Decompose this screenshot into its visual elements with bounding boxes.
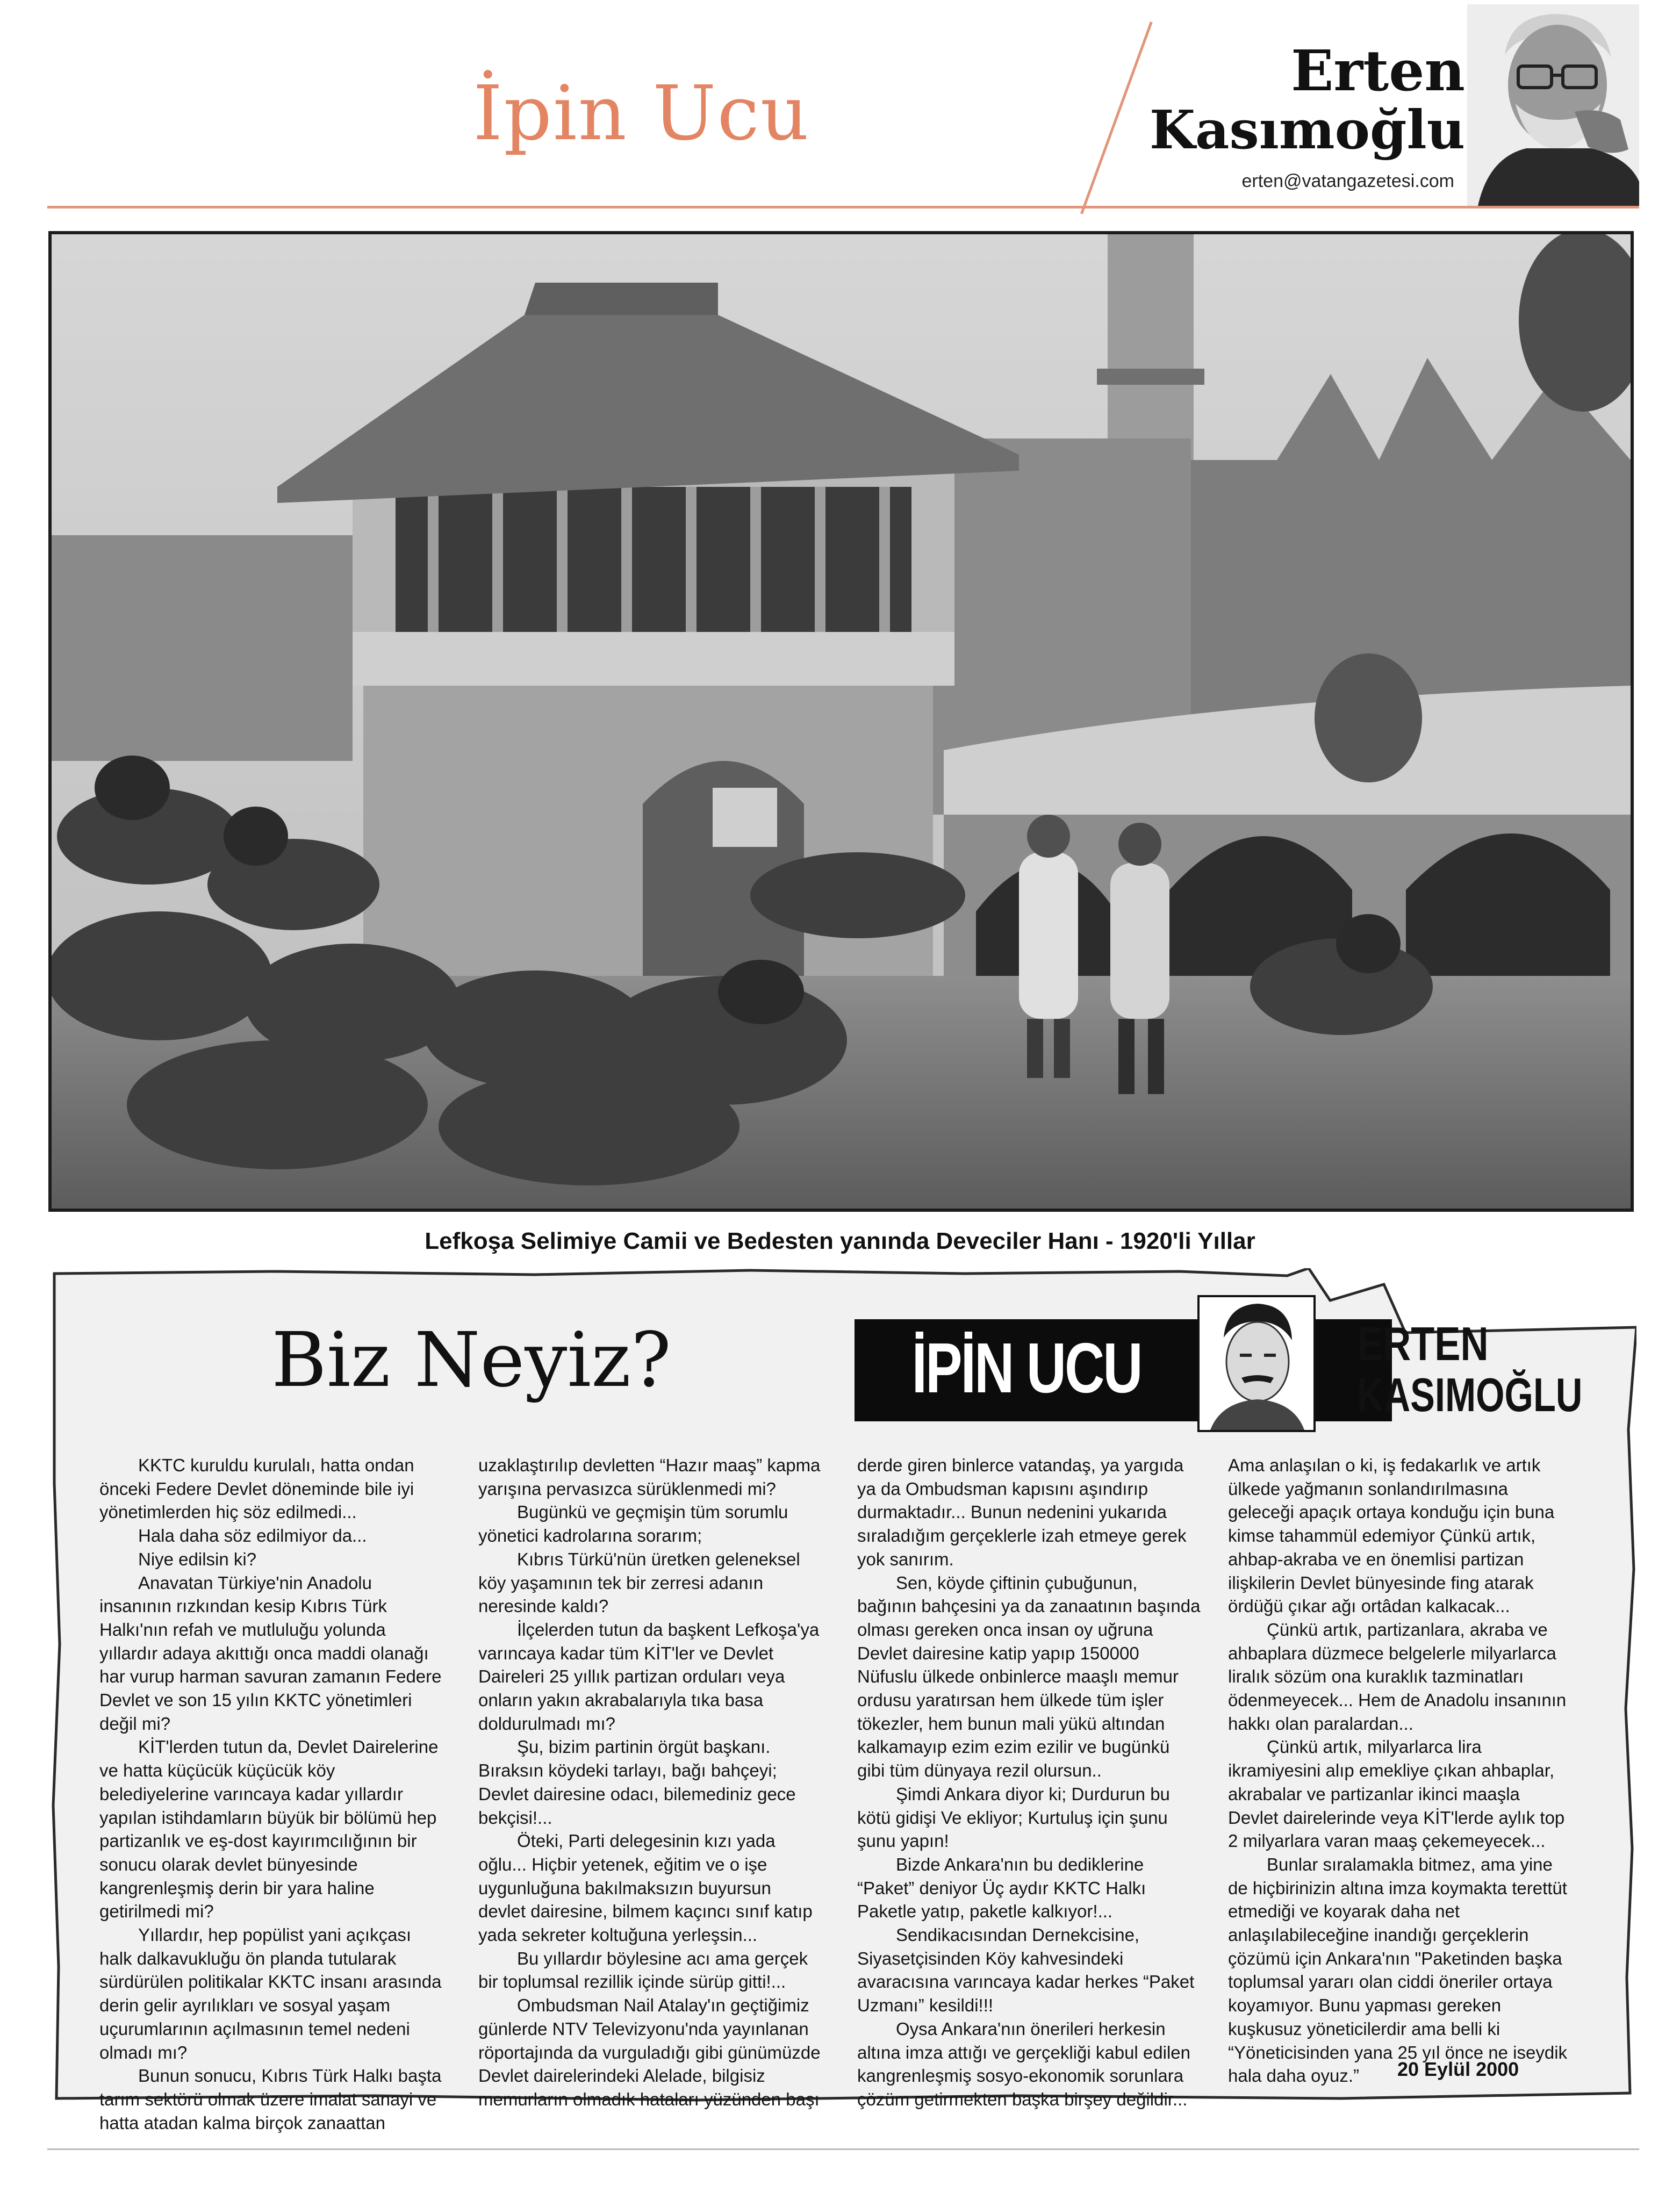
paragraph: Bunun sonucu, Kıbrıs Türk Halkı başta tarım sektörü olmak üzere imalat sanayi ve hatta atadan kalma birçok zanaattan xyxy=(99,2066,442,2133)
article-body xyxy=(99,1454,1588,2133)
author-email[interactable]: erten@vatangazetesi.com xyxy=(1241,171,1454,191)
article-column-1 xyxy=(99,1454,443,2134)
historic-photo xyxy=(48,231,1634,1212)
column-logo-text: İPİN UCU xyxy=(911,1328,1141,1407)
paragraph: Bu yıllardır böylesine acı ama gerçek bir toplumsal rezillik içinde sürüp gitti!... xyxy=(478,1948,808,1992)
article-column-3 xyxy=(857,1454,1201,2111)
paragraph: uzaklaştırılıp devletten “Hazır maaş” kapma yarışına pervasızca sürüklenmedi mi? xyxy=(478,1455,821,1499)
bottom-rule xyxy=(47,2148,1639,2150)
photo-caption: Lefkoşa Selimiye Camii ve Bedesten yanında Deveciler Hanı - 1920'li Yıllar xyxy=(425,1228,1255,1254)
historic-photo-drawing xyxy=(52,234,1631,1209)
article-headline: Biz Neyiz? xyxy=(271,1317,671,1404)
columnist-portrait-drawing xyxy=(1200,1297,1313,1430)
paragraph: Öteki, Parti delegesinin kızı yada oğlu... Hiçbir yetenek, eğitim ve o işe uygunluğuna bakılmaksızın buyursun devlet dairesine, bilmem kaçıncı sınıf katıp yada sekreter koltuğuna yerleşsin... xyxy=(478,1831,813,1945)
paragraph: Ombudsman Nail Atalay'ın geçtiğimiz günlerde NTV Televizyonu'nda yayınlanan röportajında da vurguladığı gibi günümüzde Devlet dairelerindeki Alelade, bilgisiz memurların olmadık hataları yüzünden başı xyxy=(478,1995,821,2109)
paragraph: Çünkü artık, partizanlara, akraba ve ahbaplara düzmece belgelerle milyarlarca liralık sözüm ona kuraklık tazminatları ödenmeyecek... Hem de Anadolu insanının hakkı olan paralardan... xyxy=(1228,1619,1567,1734)
author-photo xyxy=(1467,4,1639,206)
paragraph: Oysa Ankara'nın önerileri herkesin altına imza attığı ve gerçekliği kabul edilen kangrenleşmiş sosyo-ekonomik sorunlara çözüm getirmekten başka birşey değildir... xyxy=(857,2018,1191,2109)
paragraph: derde giren binlerce vatandaş, ya yargıda ya da Ombudsman kapısını aşındırıp durmaktadır... Bunun nedenini yukarıda sıraladığım gerçeklerle izah etmeye gerek yok sanırım. xyxy=(857,1455,1187,1569)
paragraph: Anavatan Türkiye'nin Anadolu insanının rızkından kesip Kıbrıs Türk Halkı'nın refah ve mutluluğu yolunda yıllardır adaya akıttığı onca maddi olanağı har vurup harman savuran zamanın Federe Devlet ve son 15 yılın KKTC yönetimleri değil mi? xyxy=(99,1572,442,1734)
paragraph: KİT'lerden tutun da, Devlet Dairelerine ve hatta küçücük küçücük köy belediyelerine varıncaya kadar yıllardır yapılan istihdamların büyük bir bölümü hep partizanlık ve eş-dost kayırımcılığının bir sonucu olarak devlet bünyesinde kangrenleşmiş derin bir yara haline getirilmedi mi? xyxy=(99,1737,439,1922)
paragraph: Ama anlaşılan o ki, iş fedakarlık ve artık ülkede yağmanın sonlandırılmasına geleceği apaçık ortaya konduğu için buna kimse tahammül edemiyor Çünkü artık, ahbap-akraba ve en önemlisi partizan ilişkilerin Devlet bünyesinde fing atarak ördüğü çıkar ağı ortâdan kalkacak... xyxy=(1228,1455,1555,1616)
paragraph: Niye edilsin ki? xyxy=(138,1549,257,1569)
paragraph: Bizde Ankara'nın bu dediklerine “Paket” deniyor Üç aydır KKTC Halkı Paketle yatıp, paketle kalkıyor!... xyxy=(857,1854,1146,1922)
paragraph: Bugünkü ve geçmişin tüm sorumlu yönetici kadrolarına sorarım; xyxy=(478,1502,788,1546)
column-logo-author-last: KASIMOĞLU xyxy=(1357,1368,1583,1421)
paragraph: Şu, bizim partinin örgüt başkanı. Bıraksın köydeki tarlayı, bağı bahçeyi; Devlet dairesine odacı, bilemediniz gece bekçisi!... xyxy=(478,1737,796,1828)
paragraph: Sendikacısından Dernekcisine, Siyasetçisinden Köy kahvesindeki avaracısına varıncaya kadar herkes “Paket Uzmanı” kesildi!!! xyxy=(857,1925,1195,2016)
author-last-name: Kasımoğlu xyxy=(1149,99,1465,161)
column-logo-author-first: ERTEN xyxy=(1357,1317,1489,1370)
columnist-portrait xyxy=(1197,1295,1316,1432)
article-date: 20 Eylül 2000 xyxy=(1397,2058,1519,2080)
masthead-rule xyxy=(47,206,1639,209)
paragraph: Çünkü artık, milyarlarca lira ikramiyesini alıp emekliye çıkan ahbaplar, akrabalar ve partizanlar ikinci maaşla Devlet dairelerinde veya KİT'lerde aylık top 2 milyarlara varan maaş çekemeyecek... xyxy=(1228,1737,1565,1851)
paragraph: Sen, köyde çiftinin çubuğunun, bağının bahçesini ya da zanaatının başında olması gereken onca insan oy uğruna Devlet dairesine katip yapıp 150000 Nüfuslu ülkede onbinlerce maaşlı memur ordusu yaratırsan hem ülkede tüm işler tökezler, hem bunun mali yükü altından kalkamayıp ezim ezim ezilir ve bugünkü gibi tüm dünyaya rezil olursun.. xyxy=(857,1572,1201,1781)
paragraph: Hala daha söz edilmiyor da... xyxy=(138,1526,367,1546)
paragraph: İlçelerden tutun da başkent Lefkoşa'ya varıncaya kadar tüm KİT'ler ve Devlet Daireleri 25 yıllık partizan orduları veya onların yakın akrabalarıyla tıka basa doldurulmadı mı? xyxy=(478,1619,820,1734)
paragraph: Bunlar sıralamakla bitmez, ama yine de hiçbirinizin altına imza koymakta terettüt etmediği ve koyarak daha net anlaşılabileceğine inandığı gerçeklerin çözümü için Ankara'nın "Paketinden başka toplumsal yararı olan ciddi öneriler ortaya koyamıyor. Bunu yapması gereken kuşkusuz yöneticilerdir ama belli ki “Yöneticisinden yana 25 yıl önce ne iseydik hala daha oyuz.” xyxy=(1228,1854,1568,2086)
paragraph: Yıllardır, hep popülist yani açıkçası halk dalkavukluğu ön planda tutularak sürdürülen politikalar KKTC insanı arasında derin gelir ayrılıkları ve sosyal yaşam uçurumlarının açılmasının temel nedeni olmadı mı? xyxy=(99,1925,442,2062)
paragraph: Şimdi Ankara diyor ki; Durdurun bu kötü gidişi Ve ekliyor; Kurtuluş için şunu şunu yapın! xyxy=(857,1784,1170,1851)
article-column-4 xyxy=(1228,1454,1572,2088)
paragraph: KKTC kuruldu kurulalı, hatta ondan önceki Federe Devlet döneminde bile iyi yönetimlerden hiç söz edilmedi... xyxy=(99,1455,414,1522)
paragraph: Kıbrıs Türkü'nün üretken geleneksel köy yaşamının tek bir zerresi adanın neresinde kaldı? xyxy=(478,1549,800,1616)
author-photo-drawing xyxy=(1467,4,1639,206)
author-first-name: Erten xyxy=(1291,38,1465,104)
article-column-2 xyxy=(478,1454,822,2111)
section-title: İpin Ucu xyxy=(473,70,810,157)
